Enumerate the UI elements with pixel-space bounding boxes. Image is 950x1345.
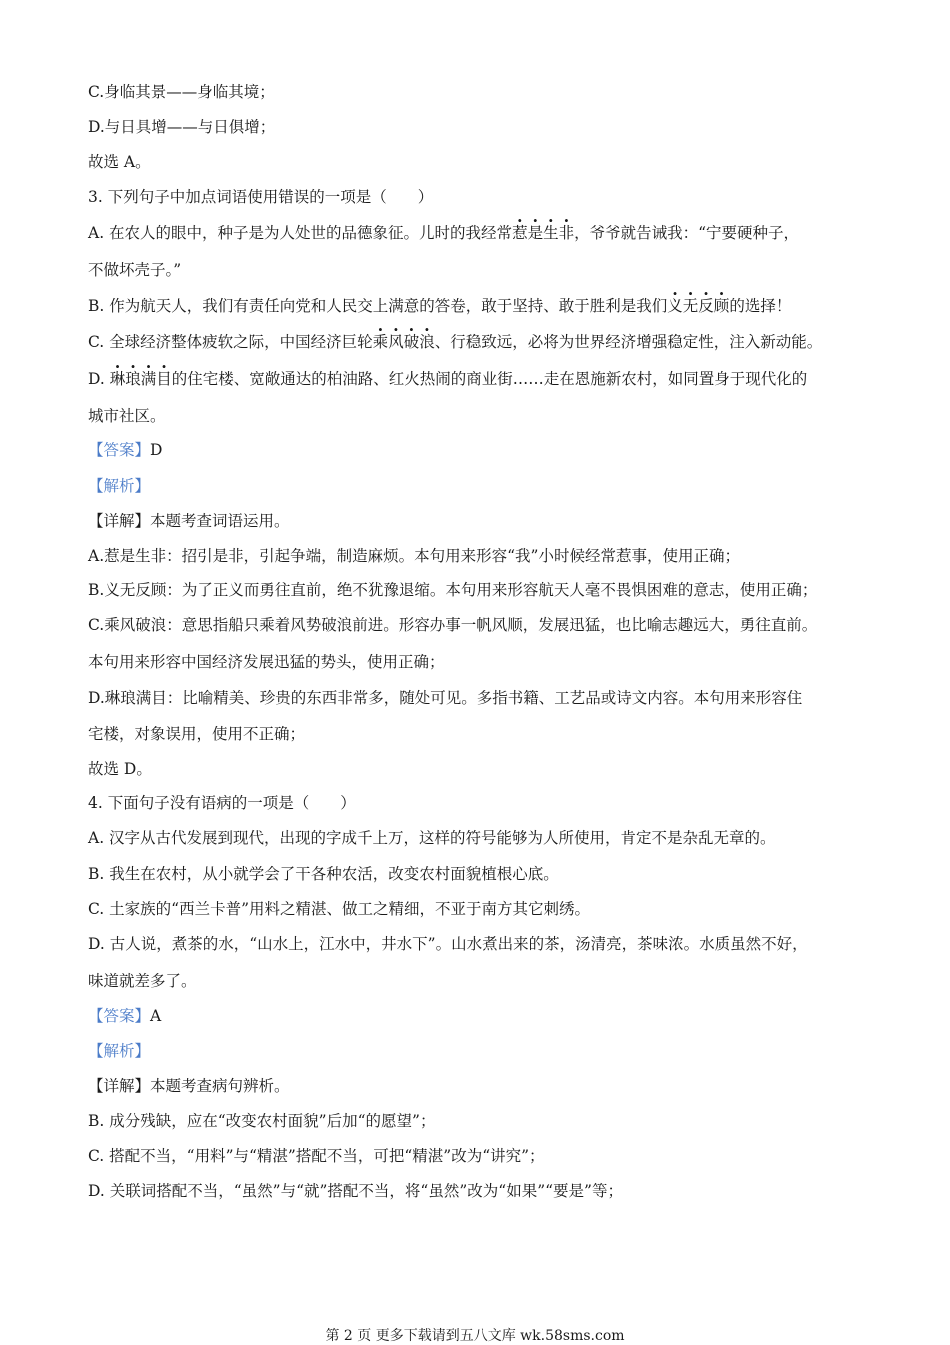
option-text: 的选择！ — [729, 297, 792, 315]
text-line: 故选 A。 — [88, 153, 151, 171]
answer-value: A — [150, 1007, 162, 1025]
q3-option-b — [88, 296, 880, 316]
q3-option-d — [88, 369, 880, 389]
q3-analysis-label: 【解析】 — [88, 477, 151, 495]
dotted-char: 风 — [388, 333, 404, 351]
q3-explain-c-cont: 本句用来形容中国经济发展迅猛的势头，使用正确； — [88, 653, 445, 671]
q4-option-a: A. 汉字从古代发展到现代，出现的字成千上万，这样的符号能够为人所使用，肯定不是杂乱无章的。 — [88, 829, 776, 847]
q3-selection: 故选 D。 — [88, 760, 152, 778]
option-text: A. 在农人的眼中，种子是为人处世的品德象征。儿时的我经常 — [88, 224, 513, 242]
text-line: D.与日具增——与日俱增； — [88, 118, 276, 136]
option-text: D. — [88, 370, 110, 388]
dotted-char: 满 — [140, 370, 157, 388]
q4-option-c: C. 土家族的“西兰卡普”用料之精湛、做工之精细，不亚于南方其它刺绣。 — [88, 900, 591, 918]
q4-answer — [88, 1006, 880, 1026]
q3-option-c — [88, 332, 880, 352]
dotted-char: 琳 — [109, 370, 126, 388]
text-line: C.身临其景——身临其境； — [88, 83, 275, 101]
dotted-char: 义 — [667, 297, 683, 315]
dotted-char: 惹 — [512, 224, 528, 242]
q3-detail: 【详解】本题考查词语运用。 — [88, 512, 290, 530]
q4-detail: 【详解】本题考查病句辨析。 — [88, 1077, 290, 1095]
dotted-char: 非 — [558, 224, 575, 242]
dotted-char: 目 — [156, 370, 172, 388]
page-footer: 第 2 页 更多下载请到五八文库 wk.58sms.com — [325, 1328, 625, 1344]
dotted-char: 是 — [527, 224, 544, 242]
q4-explain-c: C. 搭配不当，“用料”与“精湛”搭配不当，可把“精湛”改为“讲究”； — [88, 1147, 545, 1165]
dotted-char: 反 — [698, 297, 714, 315]
q3-option-d-cont: 城市社区。 — [88, 407, 166, 425]
option-text: ，爷爷就告诫我：“宁要硬种子， — [574, 224, 800, 242]
answer-label: 【答案】 — [88, 1007, 151, 1025]
q3-answer — [88, 440, 880, 460]
q3-explain-b: B.义无反顾：为了正义而勇往直前，绝不犹豫退缩。本句用来形容航天人毫不畏惧困难的意志，使用正确； — [88, 581, 818, 599]
q4-option-d: D. 古人说，煮茶的水，“山水上，江水中，井水下”。山水煮出来的茶，汤清亮，茶味浓。水质虽然不好， — [88, 935, 808, 953]
q4-option-b: B. 我生在农村，从小就学会了干各种农活，改变农村面貌植根心底。 — [88, 865, 559, 883]
q3-explain-a: A.惹是生非：招引是非，引起争端，制造麻烦。本句用来形容“我”小时候经常惹事，使用正确； — [88, 547, 740, 565]
q4-option-d-cont: 味道就差多了。 — [88, 972, 197, 990]
option-text: B. 作为航天人，我们有责任向党和人民交上满意的答卷，敢于坚持、敢于胜利是我们 — [88, 297, 668, 315]
dotted-char: 琅 — [125, 370, 141, 388]
q3-explain-d-cont: 宅楼，对象误用，使用不正确； — [88, 725, 306, 743]
dotted-char: 浪 — [419, 333, 435, 351]
question-4-title: 4. 下面句子没有语病的一项是（ ） — [88, 794, 356, 812]
q4-analysis-label: 【解析】 — [88, 1042, 151, 1060]
q4-explain-b: B. 成分残缺，应在“改变农村面貌”后加“的愿望”； — [88, 1112, 436, 1130]
answer-value: D — [150, 441, 163, 459]
answer-label: 【答案】 — [88, 441, 151, 459]
q3-option-a — [88, 223, 880, 243]
question-3-title: 3. 下列句子中加点词语使用错误的一项是（ ） — [88, 188, 434, 206]
dotted-char: 破 — [403, 333, 420, 351]
dotted-char: 乘 — [372, 333, 389, 351]
q3-option-a-cont: 不做坏壳子。” — [88, 261, 182, 279]
dotted-char: 顾 — [713, 297, 730, 315]
option-text: C. 全球经济整体疲软之际，中国经济巨轮 — [88, 333, 373, 351]
dotted-char: 无 — [682, 297, 699, 315]
option-text: 的住宅楼、宽敞通达的柏油路、红火热闹的商业街……走在恩施新农村，如同置身于现代化的 — [171, 370, 808, 388]
q3-explain-c: C.乘风破浪：意思指船只乘着风势破浪前进。形容办事一帆风顺，发展迅猛，也比喻志趣远大，勇往直前。 — [88, 616, 818, 634]
q3-explain-d: D.琳琅满目：比喻精美、珍贵的东西非常多，随处可见。多指书籍、工艺品或诗文内容。本句用来形容住 — [88, 689, 803, 707]
option-text: 、行稳致远，必将为世界经济增强稳定性，注入新动能。 — [434, 333, 823, 351]
q4-explain-d: D. 关联词搭配不当，“虽然”与“就”搭配不当，将“虽然”改为“如果”“要是”等； — [88, 1182, 623, 1200]
dotted-char: 生 — [543, 224, 559, 242]
